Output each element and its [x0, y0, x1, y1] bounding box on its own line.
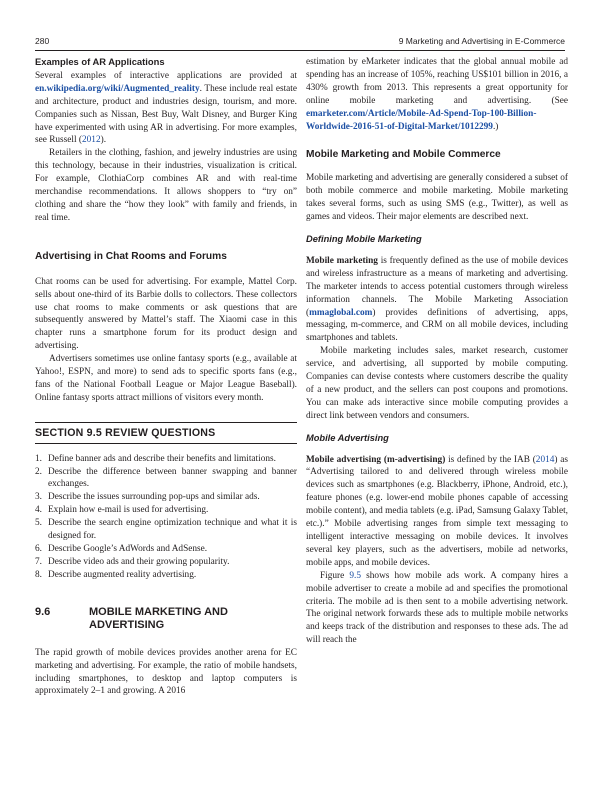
iab-citation-link[interactable]: 2014: [535, 454, 555, 465]
wikipedia-link[interactable]: en.wikipedia.org/wiki/Augmented_reality: [35, 83, 200, 94]
review-question: 2. Describe the difference between banner swapping and banner exchanges.: [35, 466, 297, 490]
emarketer-link[interactable]: emarketer.com/Article/Mobile-Ad-Spend-Top-100-Billion-Worldwide-2016-51-of-Digital-Market/1012299: [306, 108, 537, 132]
mobile-advertising-paragraph-1: Mobile advertising (m-advertising) is defined by the IAB (2014) as “Advertising tailored to and delivered through wireless mobile devices such as smartphones (e.g. Blackberry, iPhone, Android, etc.), feature phones (e.g. lower-end mobile phones capable of accessing mobile content), and media tablets (e.g. iPad, Samsung Galaxy Tablet, etc.).” Mobile advertising ranges from simple text messaging to intelligent interactive messaging on mobile devices. It involves several key players, such as the advertisers, mobile ad networks, mobile apps, and mobile devices.: [306, 454, 569, 568]
mobile-commerce-paragraph: Mobile marketing and advertising are generally considered a subset of both mobile commerce and mobile marketing. Mobile marketing takes several forms, such as using SMS (e.g., Twitter), as well as games and videos. Their major elements are described next.: [306, 173, 568, 223]
review-questions-list: [35, 453, 297, 582]
right-column: [306, 56, 568, 647]
mobile-advertising-heading: Mobile Advertising: [306, 432, 389, 443]
figure-link[interactable]: 9.5: [349, 570, 362, 581]
review-question: 1. Define banner ads and describe their benefits and limitations.: [35, 453, 276, 464]
defining-heading: Defining Mobile Marketing: [306, 233, 422, 244]
ar-paragraph-1: Several examples of interactive applications are provided at en.wikipedia.org/wiki/Augmented_reality. These include real estate and architecture, product and industries design, tourism, and more. Companies such as Nissan, Best Buy, Walt Disney, and Burger King have experimented with using AR in advertising. For more examples, see Russell (2012).: [35, 70, 297, 146]
chat-paragraph-1: Chat rooms can be used for advertising. For example, Mattel Corp. sells about one-third of its Barbie dolls to collectors. These collectors use chat rooms to make comments or ask questions that are subsequently answered by Mattel’s staff. The Xiaomi case in this chapter runs a smartphone forum for its product design and advertising.: [35, 276, 297, 352]
page-number: 280: [35, 36, 50, 46]
review-question: 3. Describe the issues surrounding pop-ups and similar ads.: [35, 492, 260, 503]
section-9-6-paragraph: The rapid growth of mobile devices provides another arena for EC marketing and advertising. For example, the ratio of mobile handsets, including smartphones, to desktop and laptop computers is approximately 2–1 and growing. A 2016: [35, 647, 297, 697]
review-question: 6. Describe Google’s AdWords and AdSense.: [35, 544, 208, 554]
running-title: 9 Marketing and Advertising in E-Commerce: [398, 36, 565, 46]
mobile-advertising-paragraph-2: Figure 9.5 shows how mobile ads work. A company hires a mobile advertiser to create a mobile ad and specifies the promotional criteria. The mobile ad is then sent to a mobile advertising network. The original network forwards these ads to multiple mobile networks and keeps track of the distribution and responses to these ads. The ad will reach the: [306, 570, 568, 646]
defining-paragraph-2: Mobile marketing includes sales, market research, customer service, and advertising, all supported by mobile computing. Companies can devise contests where customers describe the quality of a new product, and the sellers can post coupons and promotions. You can make ads interactive since mobile computing provides a direct link between vendors and consumers.: [306, 346, 568, 421]
review-question: 4. Explain how e-mail is used for advertising.: [35, 505, 209, 516]
review-question: 7. Describe video ads and their growing popularity.: [35, 556, 230, 567]
header-rule: [35, 50, 565, 51]
mmaglobal-link[interactable]: mmaglobal.com: [309, 307, 373, 318]
review-question: 8. Describe augmented reality advertising.: [35, 569, 197, 580]
russell-citation-link[interactable]: 2012: [82, 135, 101, 146]
running-header: [35, 36, 565, 50]
section-number: 9.6: [35, 605, 51, 618]
chat-heading: Advertising in Chat Rooms and Forums: [35, 250, 227, 262]
emarketer-paragraph: estimation by eMarketer indicates that the global annual mobile ad spending has an increase of 105%, reaching US$101 billion in 2016, a 430% growth from 2013. This represents a great opportunity for online mobile marketing and advertising. (See emarketer.com/Article/Mobile-Ad-Spend-Top-100-Billion-Worldwide-2016-51-of-Digital-Market/1012299.): [306, 57, 568, 132]
defining-paragraph-1: Mobile marketing is frequently defined as the use of mobile devices and wireless infrastructure as a means of marketing and advertising. The marketer intends to access potential customers through wireless information channels. The Mobile Marketing Association (mmaglobal.com) provides definitions of advertising, apps, messaging, m-commerce, and CRM on all mobile devices, including smartphones and tablets.: [306, 255, 569, 344]
left-column: [35, 56, 297, 698]
section-title: MOBILE MARKETING AND ADVERTISING: [89, 605, 228, 632]
section-9-6-heading: [35, 606, 297, 633]
ar-paragraph-2: Retailers in the clothing, fashion, and jewelry industries are using this technology, because in their industries, visualization is critical. For example, ClothiaCorp combines AR and with real-time merchandise recommendations. It allows shoppers to “try on” clothing and share the “how they look” with family and friends, in real time.: [35, 148, 297, 223]
review-questions-box: [35, 422, 297, 444]
ar-heading: Examples of AR Applications: [35, 56, 165, 67]
review-heading: SECTION 9.5 REVIEW QUESTIONS: [35, 426, 216, 439]
chat-paragraph-2: Advertisers sometimes use online fantasy sports (e.g., available at Yahoo!, ESPN, and more) to send ads to specific sports fans (e.g., fans of the National Football League or Major League Baseball). Online fantasy sports attract millions of visitors every month.: [35, 354, 297, 403]
mobile-commerce-heading: Mobile Marketing and Mobile Commerce: [306, 149, 501, 161]
review-question: 5. Describe the search engine optimization technique and what it is designed for.: [35, 518, 297, 542]
